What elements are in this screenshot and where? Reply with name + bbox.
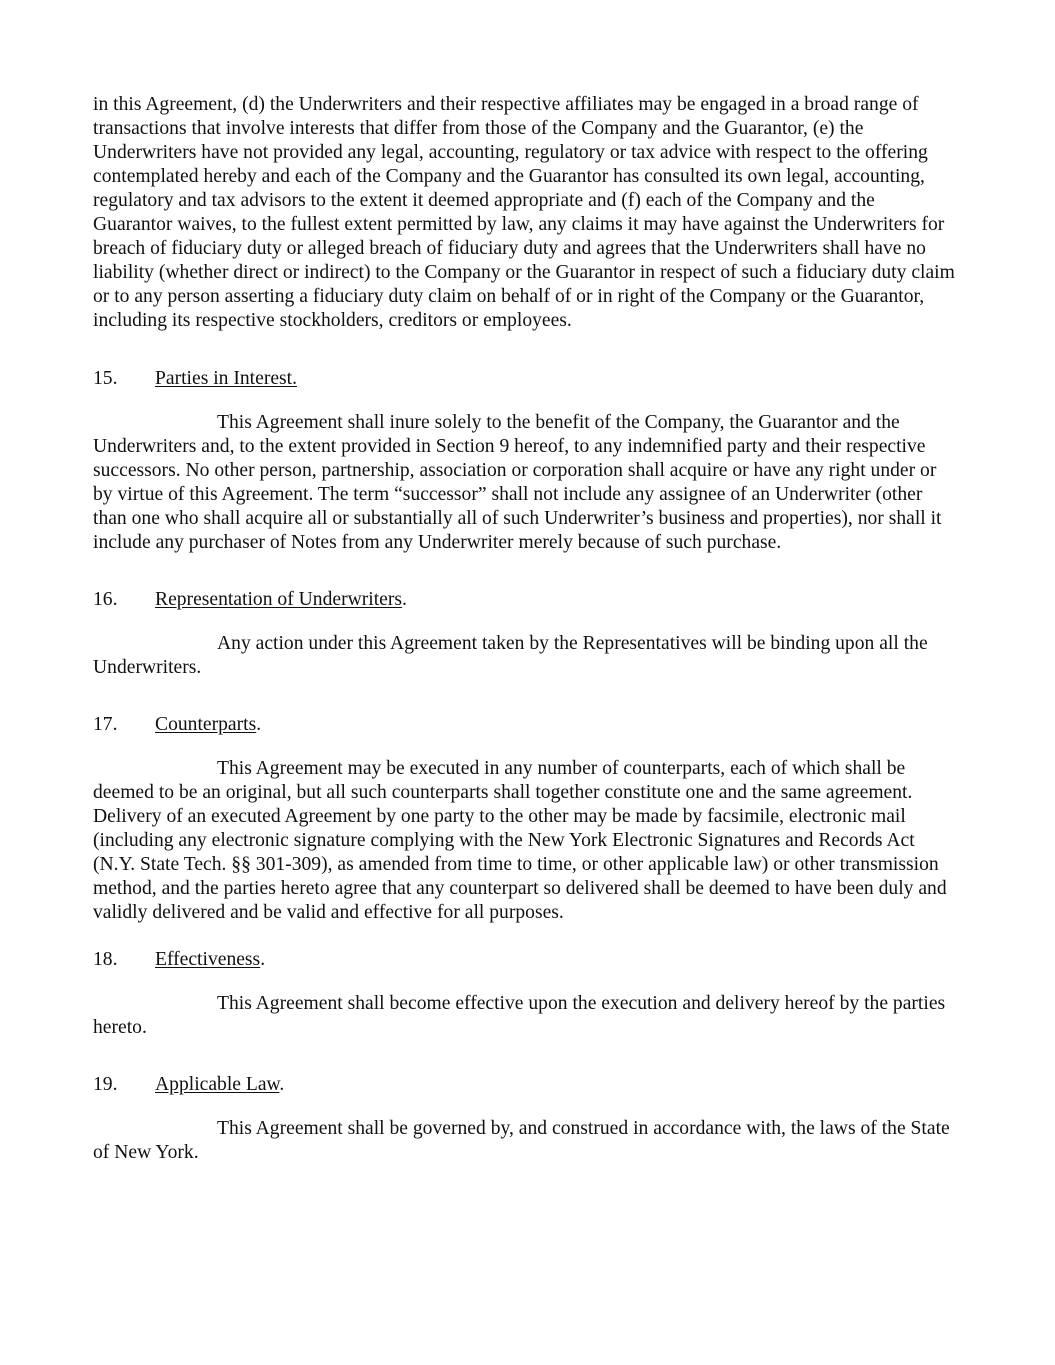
- section-number: 19.: [93, 1074, 118, 1095]
- document-page: [93, 93, 959, 1165]
- section-number: 15.: [93, 368, 118, 389]
- section-title-suffix: .: [402, 589, 407, 610]
- section-heading: [93, 588, 959, 612]
- intro-paragraph: in this Agreement, (d) the Underwriters and their respective affiliates may be engaged in a broad range of transactions that involve interests that differ from those of the Company and the Guarantor, (e) the Underwriters have not provided any legal, accounting, regulatory or tax advice with respect to the offering contemplated hereby and each of the Company and the Guarantor has consulted its own legal, accounting, regulatory and tax advisors to the extent it deemed appropriate and (f) each of the Company and the Guarantor waives, to the fullest extent permitted by law, any claims it may have against the Underwriters for breach of fiduciary duty or alleged breach of fiduciary duty and agrees that the Underwriters shall have no liability (whether direct or indirect) to the Company or the Guarantor in respect of such a fiduciary duty claim or to any person asserting a fiduciary duty claim on behalf of or in right of the Company or the Guarantor, including its respective stockholders, creditors or employees.: [93, 94, 955, 331]
- section-title: Parties in Interest.: [155, 368, 298, 389]
- section-15: [93, 367, 959, 555]
- section-18: [93, 948, 959, 1040]
- section-body: This Agreement shall inure solely to the benefit of the Company, the Guarantor and the Underwriters and, to the extent provided in Section 9 hereof, to any indemnified party and their respective successors. No other person, partnership, association or corporation shall acquire or have any right under or by virtue of this Agreement. The term “successor” shall not include any assignee of an Underwriter (other than one who shall acquire all or substantially all of such Underwriter’s business and properties), nor shall it include any purchaser of Notes from any Underwriter merely because of such purchase.: [93, 412, 942, 553]
- section-title-wrap: [155, 713, 261, 737]
- section-title: Counterparts: [155, 714, 257, 735]
- section-body: This Agreement may be executed in any number of counterparts, each of which shall be deemed to be an original, but all such counterparts shall together constitute one and the same agreement. Delivery of an executed Agreement by one party to the other may be made by facsimile, electronic mail (including any electronic signature complying with the New York Electronic Signatures and Records Act (N.Y. State Tech. §§ 301-309), as amended from time to time, or other applicable law) or other transmission method, and the parties hereto agree that any counterpart so delivered shall be deemed to have been duly and validly delivered and be valid and effective for all purposes.: [93, 758, 947, 923]
- section-title: Representation of Underwriters: [155, 589, 403, 610]
- section-title-suffix: .: [279, 1074, 285, 1095]
- section-title-wrap: [155, 588, 407, 612]
- section-heading: [93, 1073, 959, 1097]
- section-title-wrap: [155, 1073, 284, 1097]
- section-body: This Agreement shall be governed by, and construed in accordance with, the laws of the State of New York.: [93, 1118, 950, 1163]
- section-title-wrap: [155, 367, 297, 391]
- section-body: This Agreement shall become effective upon the execution and delivery hereof by the parties hereto.: [93, 993, 946, 1038]
- section-heading: [93, 367, 959, 391]
- section-19: [93, 1073, 959, 1165]
- section-title-suffix: .: [260, 949, 266, 970]
- section-body: Any action under this Agreement taken by the Representatives will be binding upon all the Underwriters.: [93, 633, 928, 678]
- section-16: [93, 588, 959, 680]
- section-title: Applicable Law: [155, 1074, 280, 1095]
- section-title-suffix: .: [256, 714, 262, 735]
- section-heading: [93, 713, 959, 737]
- section-17: [93, 713, 959, 925]
- section-title-wrap: [155, 948, 265, 972]
- section-heading: [93, 948, 959, 972]
- section-title: Effectiveness: [155, 949, 261, 970]
- section-number: 16.: [93, 589, 118, 610]
- section-number: 17.: [93, 714, 118, 735]
- section-number: 18.: [93, 949, 118, 970]
